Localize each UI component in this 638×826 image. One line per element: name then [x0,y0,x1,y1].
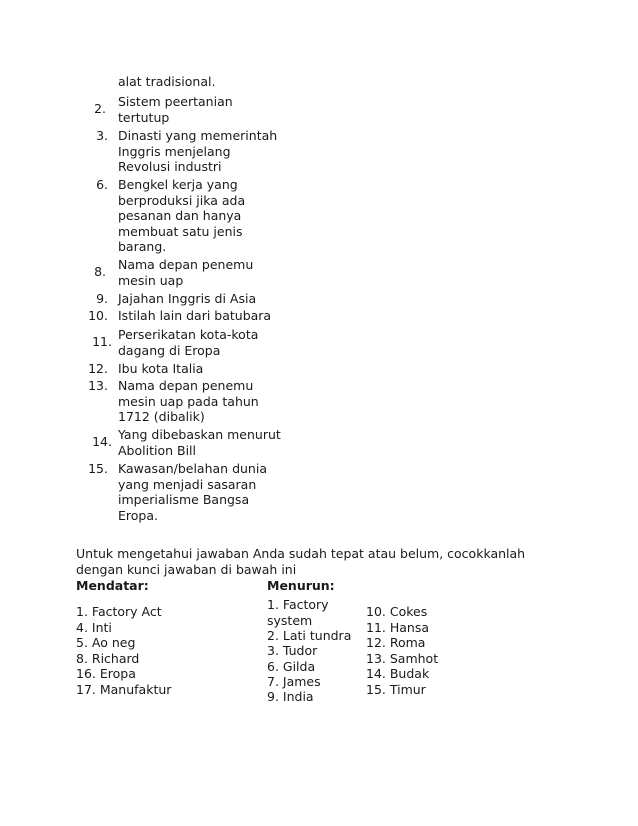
answer-item: system [267,613,313,628]
clue-number: 10. [88,308,108,323]
intro-line: Untuk mengetahui jawaban Anda sudah tepat atau belum, cocokkanlah [76,546,526,561]
answer-item: 9. India [267,689,314,704]
clue-item: Sistem peertanian tertutup [118,94,233,125]
answer-item: 1. Factory Act [76,604,162,619]
clue-item: Kawasan/belahan dunia yang menjadi sasaran imperialisme Bangsa Eropa. [118,461,267,523]
clue-number: 2. [94,101,106,116]
clue-number: 14. [92,434,112,449]
clue-number: 9. [96,291,108,306]
clue-item: Ibu kota Italia [118,361,204,376]
clue-item: Yang dibebaskan menurut Abolition Bill [118,427,281,458]
clue-item: alat tradisional. [118,74,216,89]
clue-number: 8. [94,264,106,279]
clue-item: Perserikatan kota-kota dagang di Eropa [118,327,259,358]
clue-item: Nama depan penemu mesin uap pada tahun 1712 (dibalik) [118,378,259,424]
answer-item: 11. Hansa [366,620,430,635]
clue-item: Dinasti yang memerintah Inggris menjelang Revolusi industri [118,128,278,174]
answer-item: 8. Richard [76,651,140,666]
answer-item: 16. Eropa [76,666,136,681]
answer-item: 10. Cokes [366,604,428,619]
answer-item: 17. Manufaktur [76,682,172,697]
clue-item: Nama depan penemu mesin uap [118,257,254,288]
answer-item: 2. Lati tundra [267,628,352,643]
intro-line: dengan kunci jawaban di bawah ini [76,562,297,577]
clue-number: 11. [92,334,112,349]
clue-number: 13. [88,378,108,393]
answer-item: 14. Budak [366,666,430,681]
mendatar-title: Mendatar: [76,578,149,593]
answer-item: 7. James [267,674,321,689]
answer-item: 13. Samhot [366,651,439,666]
answer-item: 6. Gilda [267,659,316,674]
clue-number: 6. [96,177,108,192]
answer-item: 15. Timur [366,682,426,697]
answer-item: 3. Tudor [267,643,318,658]
answer-item: 1. Factory [267,597,329,612]
answer-item: 12. Roma [366,635,426,650]
menurun-title: Menurun: [267,578,335,593]
answer-item: 5. Ao neg [76,635,136,650]
clue-number: 15. [88,461,108,476]
clue-item: Jajahan Inggris di Asia [118,291,257,306]
answer-item: 4. Inti [76,620,112,635]
clue-item: Bengkel kerja yang berproduksi jika ada pesanan dan hanya membuat satu jenis barang. [118,177,246,254]
clue-number: 3. [96,128,108,143]
clue-number: 12. [88,361,108,376]
clue-item: Istilah lain dari batubara [118,308,272,323]
